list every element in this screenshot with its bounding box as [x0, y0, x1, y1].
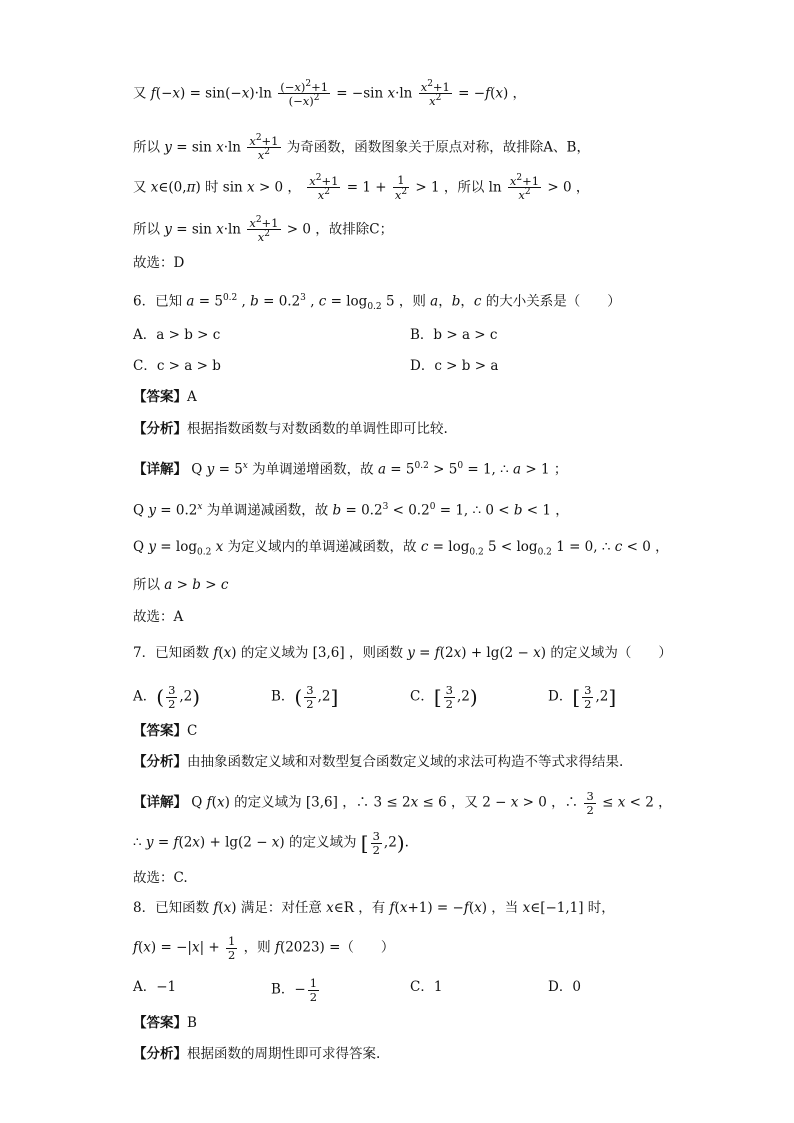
q6-select: 故选：A [133, 609, 184, 625]
answer-tag: 【答案】 [133, 389, 187, 405]
detail-tag: 【详解】 [133, 461, 187, 478]
q6-option-b: B．b > a > c [410, 327, 498, 343]
q6-option-c: C．c > a > b [133, 358, 221, 374]
solution-line-1: 又 f(−x) = sin(−x)·ln $\frac{(-x)^2+1}{(-x)^2}$ = −sin x·ln $\frac{x^2+1}{x^2}$ = −f(x) ， [133, 79, 527, 109]
answer-value: B [187, 1015, 197, 1031]
q7-select: 故选：C. [133, 870, 188, 886]
question-7: 7．已知函数 f(x) 的定义域为 [3,6] ，则函数 y = f(2x) + lg(2 − x) 的定义域为（ ） [133, 645, 672, 661]
analysis-text: 由抽象函数定义域和对数型复合函数定义域的求法可构造不等式求得结果. [187, 754, 624, 770]
analysis-tag: 【分析】 [133, 421, 187, 437]
q6-answer [133, 387, 197, 407]
q6-detail-2: Q $y = 0.2^x$ 为单调递减函数，故 $b = 0.2^3 < 0.2^0 = 1$, ∴ 0 < b < 1 ， [133, 502, 569, 519]
q6-option-d: D．c > b > a [410, 358, 499, 374]
q6-detail-4: 所以 a > b > c [133, 577, 229, 593]
answer-value: A [187, 389, 197, 405]
solution-line-4: 所以 y = sin x·ln $\frac{x^2+1}{x^2}$ > 0 ，故排除C； [133, 215, 394, 245]
q7-option-b: B．( $\frac{3}{2}$ ,2] [271, 683, 339, 711]
q8-answer [133, 1013, 197, 1033]
question-8-cont: f(x) = −|x| + $\frac{1}{2}$ ，则 f(2023) =（ ） [133, 934, 395, 962]
analysis-tag: 【分析】 [133, 1046, 187, 1062]
q7-detail-1: 【详解】 Q f(x) 的定义域为 [3,6] ，∴ 3 ≤ 2x ≤ 6 ，又 2 − x > 0 ，∴ $\frac{3}{2}$ ≤ x < 2 ， [133, 789, 672, 817]
q7-analysis [133, 752, 623, 772]
detail-tag: 【详解】 [133, 794, 187, 811]
question-6: 6．已知 $a = 5^{0.2}$ , $b = 0.2^3$ , $c = \log_{0.2} 5$ ，则 a，b，c 的大小关系是（ ） [133, 293, 621, 313]
answer-value: C [187, 723, 198, 739]
question-8: 8．已知函数 f(x) 满足：对任意 x∈R ，有 f(x+1) = −f(x) ，当 x∈[−1,1] 时， [133, 900, 615, 916]
q7-option-d: D．[ $\frac{3}{2}$ ,2] [548, 683, 617, 711]
solution-select-d: 故选：D [133, 255, 185, 271]
analysis-text: 根据指数函数与对数函数的单调性即可比较. [187, 421, 448, 437]
q7-answer [133, 721, 197, 741]
q8-analysis [133, 1044, 380, 1064]
q7-detail-2: ∴ y = f(2x) + lg(2 − x) 的定义域为 [ $\frac{3}{2}$ ,2). [133, 829, 409, 857]
analysis-tag: 【分析】 [133, 754, 187, 770]
solution-line-2: 所以 y = sin x·ln $\frac{x^2+1}{x^2}$ 为奇函数，函数图象关于原点对称，故排除A、B， [133, 133, 590, 163]
q7-option-a: A．( $\frac{3}{2}$ ,2) [133, 683, 201, 711]
solution-line-3: 又 x∈(0,π) 时 sin x > 0 ， $\frac{x^2+1}{x^2}$ = 1 + $\frac{1}{x^2}$ > 1 ，所以 ln $\frac{x^2+1}{x^2}$ > 0 ， [133, 173, 590, 203]
q6-analysis [133, 419, 448, 439]
q8-option-c: C．1 [410, 979, 443, 995]
analysis-text: 根据函数的周期性即可求得答案. [187, 1046, 381, 1062]
answer-tag: 【答案】 [133, 1015, 187, 1031]
q6-detail-3: Q $y = \log_{0.2} x$ 为定义域内的单调递减函数，故 $c = \log_{0.2} 5 < \log_{0.2} 1 = 0$, ∴ c < 0 ， [133, 539, 669, 558]
q6-option-a: A．a > b > c [133, 327, 221, 343]
q7-option-c: C．[ $\frac{3}{2}$ ,2) [410, 683, 478, 711]
answer-tag: 【答案】 [133, 723, 187, 739]
q8-option-d: D．0 [548, 979, 581, 995]
q8-option-a: A．−1 [133, 979, 177, 995]
q8-option-b: B．− $\frac{1}{2}$ [271, 976, 318, 1004]
q6-detail-1: 【详解】 Q $y = 5^x$ 为单调递增函数，故 $a = 5^{0.2} > 5^0 = 1$, ∴ a > 1 ； [133, 461, 568, 478]
